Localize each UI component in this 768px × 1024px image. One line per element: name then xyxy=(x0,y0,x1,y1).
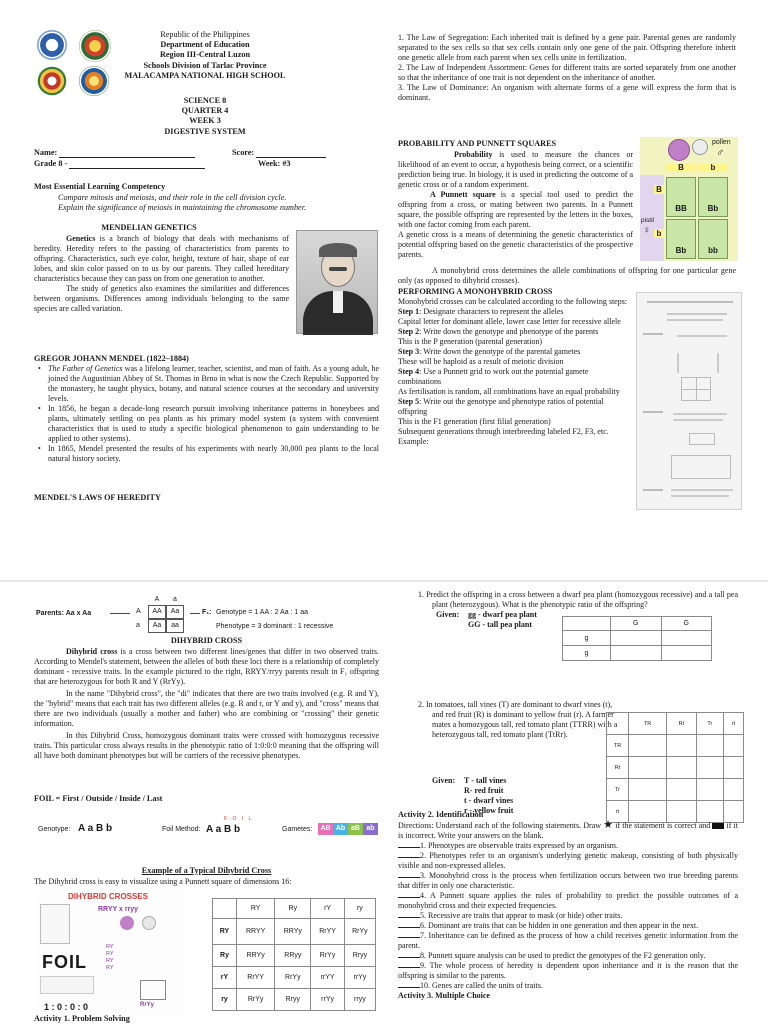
step-3-detail: These will be haploid as a result of meiotic division xyxy=(398,357,564,366)
subject-block xyxy=(100,96,310,137)
foil-definition: FOIL = First / Outside / Inside / Last xyxy=(34,794,163,803)
p2-answer-cell[interactable] xyxy=(667,735,697,757)
punnett-row-header: rY xyxy=(213,967,237,989)
p1-answer-cell[interactable] xyxy=(611,631,662,646)
cross-cell-4: aa xyxy=(166,619,184,633)
p1-row-header: g xyxy=(563,631,611,646)
header-line-3: Region III-Central Luzon xyxy=(159,50,251,60)
pea-flower-icon-2 xyxy=(142,916,156,930)
header-line-4: Schools Division of Tarlac Province xyxy=(143,60,267,70)
punnett-col-header: rY xyxy=(311,899,344,919)
infographic-gamete-1: RY xyxy=(106,944,114,950)
foil-method-genotype: A a B b xyxy=(206,824,241,835)
step-5-text: : Write out the genotype and phenotype ratios of potential offspring xyxy=(398,397,604,416)
mendel-bullet-3: • In 1865, Mendel presented the results of his experiments with nearly 30,000 pea plants to the local natural history society. xyxy=(34,444,379,464)
pollen-cell-4: bb xyxy=(698,219,728,259)
p2-answer-cell[interactable] xyxy=(667,779,697,801)
problem-2-given-1: T - tall vines xyxy=(464,776,507,785)
pollen-cell-2: Bb xyxy=(698,177,728,217)
step-4-label: Step 4 xyxy=(398,367,420,376)
activity-3-heading: Activity 3. Multiple Choice xyxy=(398,991,490,1000)
punnett-cell: rrYy xyxy=(311,989,344,1011)
step-5-detail: This is the F1 generation (first filial generation) xyxy=(398,417,551,426)
problem-2-punnett xyxy=(606,712,744,823)
laws-list xyxy=(398,33,736,103)
infographic-ratio: 1 : 0 : 0 : 0 xyxy=(44,1002,89,1012)
answer-blank[interactable] xyxy=(398,897,420,898)
probability-para-1: is used to measure the chances or likelihood of an event to occur, a hypothesis being correct, or a scientific prediction being true. In biology, it is used in predicting the outcome of a genetic cross or of a random experiment. xyxy=(398,150,633,189)
punnett-cell: RrYy xyxy=(275,967,311,989)
grade-row xyxy=(34,159,205,169)
punnett-row xyxy=(213,919,376,945)
punnett-header-row xyxy=(213,899,376,919)
division-seal-logo xyxy=(79,30,111,62)
punnett-corner xyxy=(213,899,237,919)
p2-answer-cell[interactable] xyxy=(629,757,667,779)
pollen-cell-3: Bb xyxy=(666,219,696,259)
p2-col-header: Rt xyxy=(667,713,697,735)
star-icon: ★ xyxy=(603,819,614,831)
score-label: Score: xyxy=(232,148,255,157)
f1-label: F₁: xyxy=(202,609,212,616)
infographic-gamete-4: RY xyxy=(106,965,114,971)
directions-part-3: if it is incorrect. Write your answers on the blank. xyxy=(398,821,739,840)
p1-row-header: g xyxy=(563,646,611,661)
example-text: The Dihybrid cross is easy to visualize using a Punnett square of dimensions 16: xyxy=(34,877,292,886)
punnett-term: A Punnett square xyxy=(430,190,496,199)
pollen-punnett-figure xyxy=(640,137,738,261)
punnett-cell: RrYy xyxy=(344,919,375,945)
problem-1-given-2: GG - tall pea plant xyxy=(468,620,533,629)
gamete-4: ab xyxy=(363,823,378,835)
worksheet-page-2 xyxy=(0,582,768,1024)
subject-line-3: WEEK 3 xyxy=(189,116,221,126)
punnett-cell: RrYy xyxy=(311,945,344,967)
pea-flower-icon-1 xyxy=(120,916,134,930)
mendel-bullet-2: • In 1856, he began a decade-long research pursuit involving inheritance patterns in honeybees and plants, ultimately settling on pea plants as his primary model system (a system with convenient characteristics that is used to study a specific biological phenomenon to gain understanding to be applied to other systems). xyxy=(34,404,379,444)
infographic-offspring: RrYy xyxy=(140,1002,155,1008)
pollen-label: pollen xyxy=(712,139,731,146)
punnett-col-header: Ry xyxy=(275,899,311,919)
punnett-row-header: ry xyxy=(213,989,237,1011)
problem-2-given-label: Given: xyxy=(432,776,456,785)
punnett-cell: rrYy xyxy=(344,967,375,989)
mendel-portrait xyxy=(296,230,378,334)
punnett-cell: rryy xyxy=(344,989,375,1011)
p2-row-header: TR xyxy=(607,735,629,757)
dihybrid-text xyxy=(34,647,379,761)
mendelian-para-2: The study of genetics also examines the similarities and differences between organisms. Differences among individuals belonging to the same species are called variation. xyxy=(34,284,289,313)
punnett-cell: RRyy xyxy=(275,945,311,967)
problem-1-punnett xyxy=(562,616,712,661)
p2-col-header: rt xyxy=(724,713,744,735)
mendelian-text xyxy=(34,234,289,314)
punnett-row xyxy=(213,967,376,989)
directions-part-2: if the statement is correct and xyxy=(615,821,711,830)
p2-row-header: Tr xyxy=(607,779,629,801)
step-1-label: Step 1 xyxy=(398,307,420,316)
monohybrid-intro: Monohybrid crosses can be calculated according to the following steps: xyxy=(398,297,628,306)
directions-part-1: Directions: Understand each of the following statements. Draw xyxy=(398,821,602,830)
answer-blank[interactable] xyxy=(398,857,420,858)
p1-col-header: G xyxy=(661,617,712,631)
school-seal-logo-right xyxy=(79,66,109,96)
p2-answer-cell[interactable] xyxy=(667,757,697,779)
pollen-left-2: b xyxy=(654,229,664,238)
p2-answer-cell[interactable] xyxy=(629,779,667,801)
law-3: 3. The Law of Dominance: An organism with alternate forms of a gene will express the form that is dominant. xyxy=(398,83,736,102)
dihybrid-para-2: In the name "Dihybrid cross", the "di" indicates that there are two traits involved (e.g. R and Y), the "hybrid" means that each trait has two different alleles (e.g. R and r, or Y and y), and "cross" means that there are two individuals (usually a mother and father) who are combining or "crossing" their genetic information. xyxy=(34,689,379,728)
punnett-cell: rrYY xyxy=(311,967,344,989)
punnett-row xyxy=(213,945,376,967)
p2-answer-cell[interactable] xyxy=(696,779,723,801)
header-line-2: Department of Education xyxy=(160,40,250,50)
p2-answer-cell[interactable] xyxy=(629,735,667,757)
gamete-1: AB xyxy=(318,823,333,835)
problem-2-given-4: r - yellow fruit xyxy=(464,806,514,815)
punnett-cell: RrYY xyxy=(311,919,344,945)
punnett-cell: RRYY xyxy=(237,919,275,945)
infographic-gamete-2: RY xyxy=(106,951,114,957)
cross-top-1: A xyxy=(154,596,160,603)
infographic-offspring-square xyxy=(140,980,166,1000)
statement-2: 2. Phenotypes refer to an organism's underlying genetic makeup, consisting of both physically visible and non-expressed alleles. xyxy=(398,851,738,870)
probability-term: Probability xyxy=(454,150,493,159)
p2-row-header: rt xyxy=(607,801,629,823)
header-line-5: MALACAMPA NATIONAL HIGH SCHOOL xyxy=(124,70,286,80)
statement-1: 1. Phenotypes are observable traits expressed by an organism. xyxy=(420,841,619,850)
statement-6: 6. Dominant are traits that can be hidden in one generation and then appear in the next. xyxy=(420,921,699,930)
foil-strip xyxy=(34,818,379,842)
p1-col-header: G xyxy=(611,617,662,631)
name-label: Name: xyxy=(34,148,58,157)
pollen-top-1: B xyxy=(666,163,696,172)
dihybrid-para-3: In this Dihybrid Cross, homozygous dominant traits were crossed with homozygous recessive traits. This particular cross always results in the phenotypic ratio of 1:0:0:0 meaning that the offspring will all have both dominant phenotypes but will be carriers of the recessive phenotypes. xyxy=(34,731,379,760)
step-2-detail: This is the P generation (parental generation) xyxy=(398,337,543,346)
dihybrid-heading: DIHYBRID CROSS xyxy=(170,636,243,645)
step-1-detail: Capital letter for dominant allele, lower case letter for recessive allele xyxy=(398,317,621,326)
step-3-label: Step 3 xyxy=(398,347,420,356)
week-label: Week: #3 xyxy=(258,159,291,168)
law-2: 2. The Law of Independent Assortment: Genes for different traits are sorted separately from one another so that the inheritance of one trait is not dependent on the inheritance of another. xyxy=(398,63,736,82)
probability-text xyxy=(398,150,633,260)
infographic-title: DIHYBRID CROSSES xyxy=(68,892,149,901)
header-line-1: Republic of the Philippines xyxy=(160,30,250,39)
p2-corner xyxy=(607,713,629,735)
p2-answer-cell[interactable] xyxy=(724,735,744,757)
pollen-top-2: b xyxy=(698,163,728,172)
cross-cell-3: Aa xyxy=(148,619,166,633)
pistil-label: pistil xyxy=(641,217,655,224)
problem-2: 2. In tomatoes, tall vines (T) are dominant to dwarf vines (t), and red fruit (R) is dominant to yellow fruit (r). A farmer mates a homozygous tall, red tomato plant (TTRR) with a heterozygous tall, red tomato plant (TtRr). xyxy=(418,700,618,739)
male-symbol-icon: ♂ xyxy=(716,147,725,159)
p2-answer-cell[interactable] xyxy=(696,757,723,779)
foil-genotype: A a B b xyxy=(78,823,113,834)
subject-line-2: QUARTER 4 xyxy=(181,106,229,116)
punnett-col-header: RY xyxy=(237,899,275,919)
melc-heading: Most Essential Learning Competency xyxy=(34,182,166,191)
mendel-bullet-1 xyxy=(34,364,379,404)
foil-method-label: Foil Method: xyxy=(162,826,201,833)
problem-2-given-3: t - dwarf vines xyxy=(464,796,514,805)
punnett-row-header: Ry xyxy=(213,945,237,967)
monohybrid-cross-diagram xyxy=(36,596,336,632)
subject-line-4: DIGESTIVE SYSTEM xyxy=(164,126,246,136)
punnett-cell: RRYy xyxy=(275,919,311,945)
example-label: Example: xyxy=(398,437,429,446)
probability-para-4: A monohybrid cross determines the allele combinations of offspring for one particular gene only (as opposed to dihybrid crosses). xyxy=(398,266,736,285)
infographic-cross: RRYY x rryy xyxy=(98,906,139,913)
dihybrid-term: Dihybrid cross xyxy=(66,647,118,656)
statement-8: 8. Punnett square analysis can be used to predict the genotypes of the F2 generation only. xyxy=(420,951,706,960)
activity-1-heading: Activity 1. Problem Solving xyxy=(34,1014,130,1023)
probability-heading: PROBABILITY AND PUNNETT SQUARES xyxy=(398,139,557,148)
melc-item-1: Compare mitosis and meiosis, and their role in the cell division cycle. xyxy=(58,193,287,202)
p1-answer-cell[interactable] xyxy=(661,646,712,661)
school-header xyxy=(120,30,290,81)
punnett-row-header: RY xyxy=(213,919,237,945)
step-3-text: : Write down the genotype of the parental gametes xyxy=(419,347,581,356)
pollen-flower-b-icon xyxy=(668,139,690,161)
p2-col-header: TR xyxy=(629,713,667,735)
step-5-label: Step 5 xyxy=(398,397,420,406)
dihybrid-infographic xyxy=(36,890,184,1020)
subject-line-1: SCIENCE 8 xyxy=(183,96,227,105)
p2-answer-cell[interactable] xyxy=(724,779,744,801)
foil-gametes-label: Gametes: xyxy=(282,826,313,833)
step-1-text: : Designate characters to represent the alleles xyxy=(419,307,564,316)
deped-seal-logo xyxy=(37,30,67,60)
p1-answer-cell[interactable] xyxy=(661,631,712,646)
activity-2-heading: Activity 2. Identification xyxy=(398,810,484,819)
p2-answer-cell[interactable] xyxy=(724,757,744,779)
infographic-gametes xyxy=(106,944,114,972)
dihybrid-para-1: is a cross between two different lines/genes that differ in two observed traits. According to Mendel's statement, between the alleles of both these loci there is a relationship of completely dominant - recessive traits. In the example pictured to the right, RRYY/rryy parents result in F₁ offspring that are heterozygous for both R and Y (RrYy). xyxy=(34,647,379,686)
score-row xyxy=(232,148,326,158)
problem-1-given-label: Given: xyxy=(436,610,460,619)
problem-1-given-1: gg - dwarf pea plant xyxy=(468,610,537,619)
p1-corner xyxy=(563,617,611,631)
p2-answer-cell[interactable] xyxy=(696,735,723,757)
grade-field[interactable] xyxy=(69,168,205,169)
cross-left-1: A xyxy=(136,608,141,615)
mendel-heading: GREGOR JOHANN MENDEL (1822–1884) xyxy=(34,354,189,363)
probability-para-2: is a special tool used to predict the offspring from a cross, or mating between two parents. In a Punnett square, the possible offspring are represented by the letters in the boxes, with one factor coming from each parent. xyxy=(398,190,633,229)
step-4-text: : Use a Punnett grid to work out the potential gamete combinations xyxy=(398,367,589,386)
activity-2-directions xyxy=(398,820,738,841)
infographic-gamete-3: RY xyxy=(106,958,114,964)
pollen-flower-w-icon xyxy=(692,139,708,155)
p2-col-header: Tr xyxy=(696,713,723,735)
name-row xyxy=(34,148,195,158)
problem-2-given-2: R- red fruit xyxy=(464,786,504,795)
genotype-ratio: Genotype = 1 AA : 2 Aa : 1 aa xyxy=(216,609,309,616)
melc-item-2: Explain the significance of meiosis in maintaining the chromosome number. xyxy=(58,203,307,213)
phenotype-ratio: Phenotype = 3 dominant : 1 recessive xyxy=(216,623,334,630)
law-1: 1. The Law of Segregation: Each inherited trait is defined by a gene pair. Parental genes are randomly separated to the sex cells so that sex cells contain only one gene of the pair. Offspring therefore inherit one genetic allele from each parent when sex cells unite in fertilization. xyxy=(398,33,736,62)
statement-7: 7. Inheritance can be defined as the process of how a child receives genetic information from the parent. xyxy=(398,931,738,950)
punnett-cell: RrYY xyxy=(237,967,275,989)
statement-4: 4. A Punnett square applies the rules of probability to predict the possible outcomes of a monohybrid cross and their expected frequencies. xyxy=(398,891,738,910)
step-2-label: Step 2 xyxy=(398,327,420,336)
punnett-cell: RrYy xyxy=(237,989,275,1011)
statement-9: 9. The whole process of heredity is dependent upon inheritance and it is the reason that the offspring is similar to the parents. xyxy=(398,961,738,980)
monohybrid-example-image xyxy=(636,292,742,510)
problem-1: 1. Predict the offspring in a cross between a dwarf pea plant (homozygous recessive) and a tall pea plant (heterozygous). What is the phenotypic ratio of the offspring? xyxy=(418,590,738,609)
grade-label: Grade 8 - xyxy=(34,159,68,168)
monohybrid-steps xyxy=(398,297,630,447)
mendelian-para-1: is a branch of biology that deals with mechanisms of heredity. Heredity refers to the passing of characteristics from parents to offspring. Characteristics, such eye color, height, texture of hair, shape of ear lobes, and skin color passed on to us by our parents. They called hereditary characteristics because they can pass on from one generation to another. xyxy=(34,234,289,283)
answer-blank[interactable] xyxy=(398,917,420,918)
punnett-cell: Rryy xyxy=(275,989,311,1011)
cross-cell-1: AA xyxy=(148,605,166,619)
melc-list xyxy=(58,193,378,213)
gamete-3: aB xyxy=(348,823,363,835)
black-box-icon xyxy=(712,823,724,829)
school-seal-logo-left xyxy=(37,66,67,96)
answer-blank[interactable] xyxy=(398,957,420,958)
dihybrid-punnett-table xyxy=(212,898,376,1011)
gamete-2: Ab xyxy=(333,823,348,835)
female-symbol-icon: ♀ xyxy=(643,225,651,236)
answer-blank[interactable] xyxy=(398,987,420,988)
statement-10: 10. Genes are called the units of traits. xyxy=(420,981,543,990)
parents-label: Parents: Aa x Aa xyxy=(36,610,92,617)
punnett-col-header: ry xyxy=(344,899,375,919)
infographic-key-box xyxy=(40,904,70,944)
p2-row-header: Rt xyxy=(607,757,629,779)
cross-left-2: a xyxy=(136,622,140,629)
answer-blank[interactable] xyxy=(398,967,420,968)
answer-blank[interactable] xyxy=(398,937,420,938)
answer-blank[interactable] xyxy=(398,877,420,878)
foil-genotype-label: Genotype: xyxy=(38,826,71,833)
mendel-bullet-1-text: was a lifelong learner, teacher, scientist, and man of faith. As a young adult, he joined the Augustinian Abbey of St. Thomas in Brno in what is now the Czech Republic. Supported by the monastery, he taught physics, botany, and natural science courses at the secondary and university levels. xyxy=(48,364,379,403)
step-4-detail: As fertilisation is random, all combinations have an equal probability xyxy=(398,387,620,396)
foil-letters: F O I L xyxy=(224,816,254,822)
statement-5: 5. Recessive are traits that appear to mask (or hide) other traits. xyxy=(420,911,623,920)
father-of-genetics: The Father of Genetics xyxy=(48,364,123,373)
probability-para-3: A genetic cross is a means of determining the genetic characteristics of potential offspring based on the genetic characteristics of the prospective parents. xyxy=(398,230,633,259)
punnett-cell: Rryy xyxy=(344,945,375,967)
step-5-subsequent: Subsequent generations through interbreeding labeled F2, F3, etc. xyxy=(398,427,609,436)
genetics-term: Genetics xyxy=(66,234,96,243)
activity-2-items xyxy=(398,841,738,1001)
statement-3: 3. Monohybrid cross is the process when fertilization occurs between two true breeding parents that differ in only one characteristic. xyxy=(398,871,738,890)
answer-blank[interactable] xyxy=(398,847,420,848)
answer-blank[interactable] xyxy=(398,927,420,928)
punnett-row xyxy=(213,989,376,1011)
pollen-left-1: B xyxy=(654,185,664,194)
punnett-cell: RRYy xyxy=(237,945,275,967)
example-heading: Example of a Typical Dihybrid Cross xyxy=(141,866,272,875)
step-2-text: : Write down the genotype and phenotype of the parents xyxy=(419,327,599,336)
infographic-foil: FOIL xyxy=(42,952,87,972)
laws-heading: MENDEL'S LAWS OF HEREDITY xyxy=(34,493,161,502)
p1-answer-cell[interactable] xyxy=(611,646,662,661)
monohybrid-heading: PERFORMING A MONOHYBRID CROSS xyxy=(398,287,553,296)
mendelian-heading: MENDELIAN GENETICS xyxy=(101,223,197,232)
pollen-cell-1: BB xyxy=(666,177,696,217)
mendel-bullets xyxy=(34,364,379,464)
infographic-legend-box xyxy=(40,976,94,994)
cross-cell-2: Aa xyxy=(166,605,184,619)
cross-top-2: a xyxy=(173,596,177,603)
